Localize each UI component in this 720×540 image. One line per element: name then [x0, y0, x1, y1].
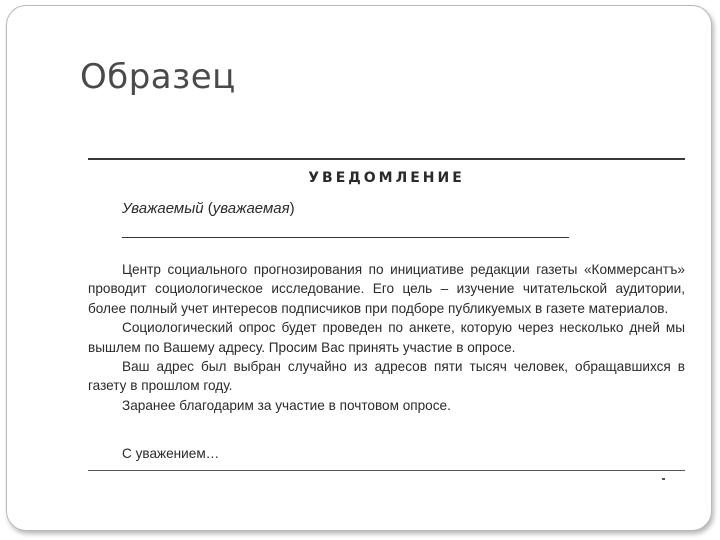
- notice-body: [88, 260, 685, 415]
- salutation-masculine: Уважаемый: [122, 200, 204, 217]
- notice-document: [88, 158, 685, 472]
- paragraph-purpose: Центр социального прогнозирования по инициативе редакции газеты «Коммерсантъ» проводит социологическое исследование. Его цель – изучение читательской аудитории, более полный учет интересов подписчиков при подборе публикуемых в газете материалов.: [88, 262, 685, 316]
- closing-line: С уважением…: [122, 446, 220, 461]
- notice-heading: УВЕДОМЛЕНИЕ: [308, 170, 465, 186]
- paragraph-selection: Ваш адрес был выбран случайно из адресов пяти тысяч человек, обращавшихся в газету в прошлом году.: [88, 359, 685, 394]
- salutation-feminine: уважаемая: [212, 200, 290, 217]
- name-blank-line: [122, 237, 569, 238]
- top-rule: [88, 158, 685, 160]
- bottom-rule: [88, 470, 685, 471]
- paragraph-thanks: Заранее благодарим за участие в почтовом опросе.: [122, 397, 451, 413]
- slide-title: Образец: [80, 57, 236, 97]
- paragraph-survey: Социологический опрос будет проведен по анкете, которую через несколько дней мы вышлем по Вашему адресу. Просим Вас принять участие в опросе.: [88, 320, 685, 355]
- salutation-open-paren: (: [207, 200, 213, 217]
- stray-mark: [662, 478, 665, 480]
- salutation: [122, 200, 295, 217]
- salutation-close-paren: ): [289, 200, 295, 217]
